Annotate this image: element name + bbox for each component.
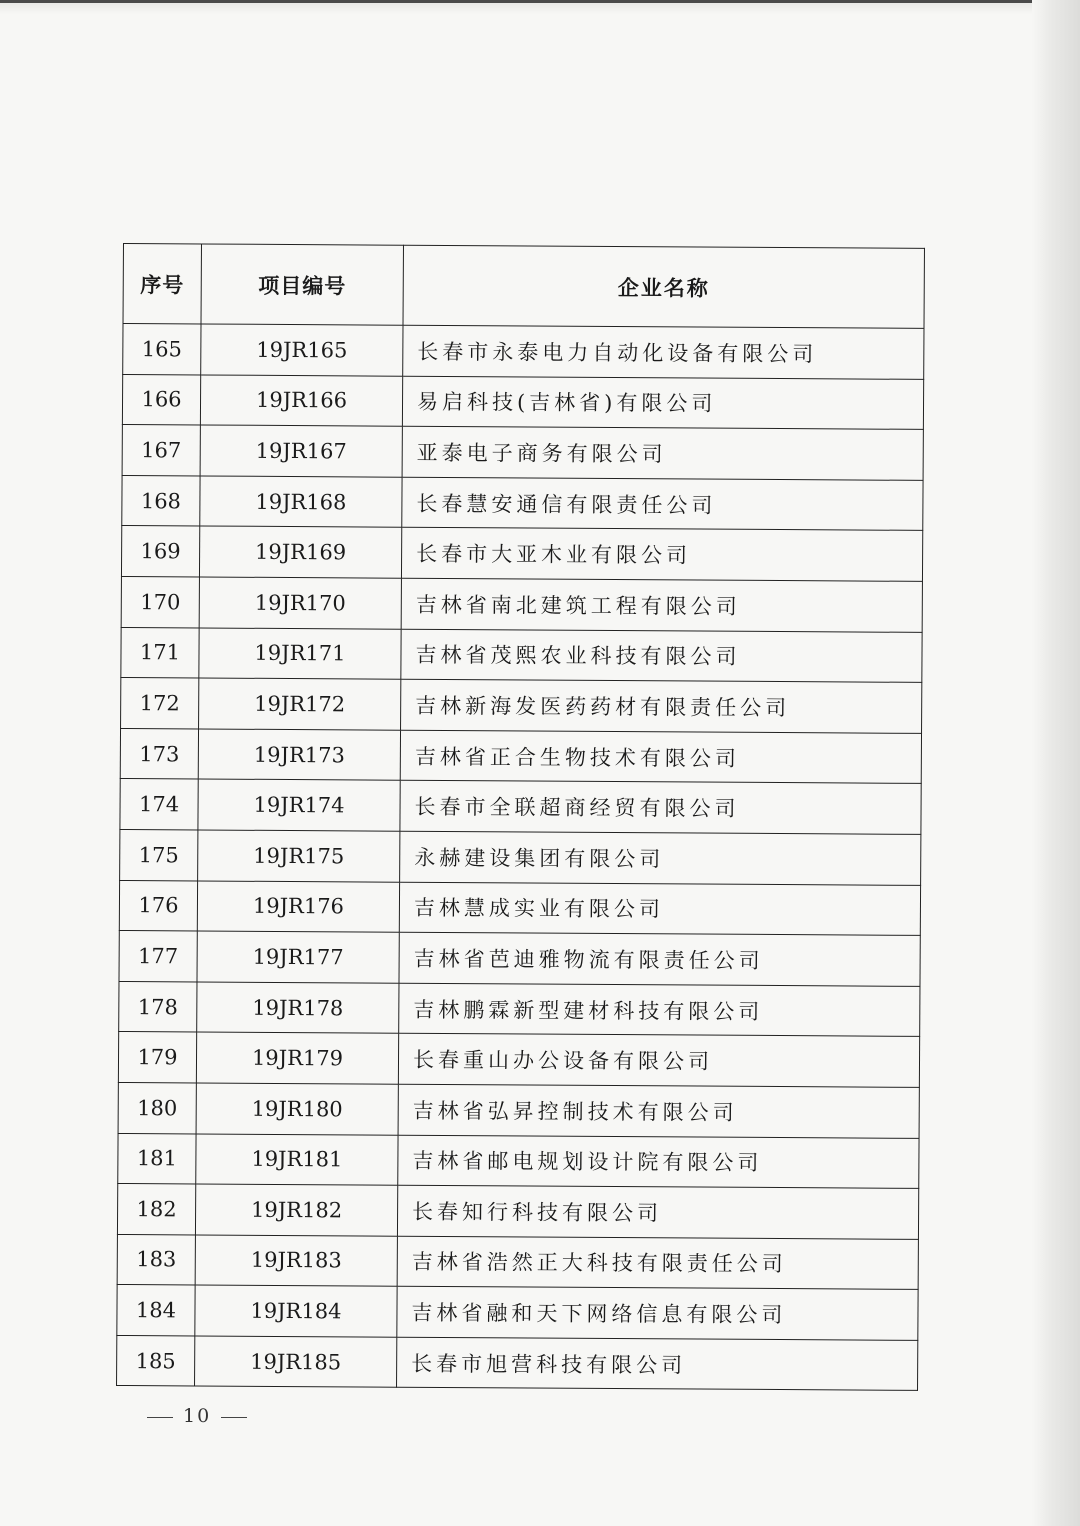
cell-company-name: 永赫建设集团有限公司 bbox=[400, 831, 921, 885]
table-row bbox=[118, 1032, 919, 1087]
table-row bbox=[122, 425, 923, 480]
cell-project-code: 19JR172 bbox=[199, 678, 401, 730]
cell-seq: 175 bbox=[120, 829, 198, 880]
cell-project-code: 19JR180 bbox=[196, 1083, 398, 1135]
cell-seq: 167 bbox=[122, 425, 200, 476]
cell-company-name: 吉林省邮电规划设计院有限公司 bbox=[398, 1135, 919, 1189]
table-row bbox=[118, 1133, 919, 1188]
table-row bbox=[121, 576, 922, 631]
cell-project-code: 19JR170 bbox=[199, 577, 401, 629]
header-company-name: 企业名称 bbox=[403, 245, 924, 328]
cell-project-code: 19JR177 bbox=[197, 931, 399, 983]
cell-company-name: 吉林省正合生物技术有限公司 bbox=[400, 730, 921, 784]
cell-project-code: 19JR174 bbox=[198, 779, 400, 831]
cell-project-code: 19JR185 bbox=[195, 1336, 397, 1388]
cell-project-code: 19JR166 bbox=[200, 375, 402, 427]
table-row bbox=[120, 728, 921, 783]
table-row bbox=[122, 374, 923, 429]
cell-project-code: 19JR179 bbox=[196, 1032, 398, 1084]
cell-company-name: 长春知行科技有限公司 bbox=[397, 1185, 918, 1239]
cell-seq: 180 bbox=[118, 1082, 196, 1133]
cell-company-name: 长春市全联超商经贸有限公司 bbox=[400, 781, 921, 835]
table-row bbox=[123, 324, 924, 379]
cell-seq: 178 bbox=[119, 981, 197, 1032]
cell-company-name: 吉林新海发医药药材有限责任公司 bbox=[401, 679, 922, 733]
cell-project-code: 19JR168 bbox=[200, 476, 402, 528]
table-row bbox=[119, 880, 920, 935]
cell-company-name: 亚泰电子商务有限公司 bbox=[402, 426, 923, 480]
cell-seq: 166 bbox=[122, 374, 200, 425]
cell-seq: 165 bbox=[123, 324, 201, 375]
table-header-row bbox=[123, 244, 924, 329]
cell-project-code: 19JR165 bbox=[201, 324, 403, 376]
cell-seq: 179 bbox=[118, 1032, 196, 1083]
cell-company-name: 吉林省茂熙农业科技有限公司 bbox=[401, 629, 922, 683]
cell-seq: 182 bbox=[117, 1184, 195, 1235]
cell-company-name: 长春市永泰电力自动化设备有限公司 bbox=[403, 325, 924, 379]
header-project-code: 项目编号 bbox=[201, 244, 403, 325]
cell-seq: 176 bbox=[119, 880, 197, 931]
table-row bbox=[117, 1234, 918, 1289]
cell-project-code: 19JR176 bbox=[197, 880, 399, 932]
cell-company-name: 吉林省芭迪雅物流有限责任公司 bbox=[399, 932, 920, 986]
table-row bbox=[118, 1082, 919, 1137]
cell-seq: 169 bbox=[121, 526, 199, 577]
cell-company-name: 长春慧安通信有限责任公司 bbox=[402, 477, 923, 531]
table-row bbox=[119, 931, 920, 986]
cell-company-name: 长春市大亚木业有限公司 bbox=[401, 528, 922, 582]
table-row bbox=[121, 627, 922, 682]
table-row bbox=[120, 829, 921, 884]
cell-project-code: 19JR173 bbox=[198, 729, 400, 781]
table-row bbox=[120, 779, 921, 834]
cell-project-code: 19JR171 bbox=[199, 628, 401, 680]
cell-seq: 168 bbox=[122, 475, 200, 526]
cell-company-name: 长春市旭营科技有限公司 bbox=[397, 1337, 918, 1391]
cell-project-code: 19JR183 bbox=[195, 1235, 397, 1287]
cell-seq: 177 bbox=[119, 931, 197, 982]
cell-seq: 172 bbox=[121, 678, 199, 729]
cell-project-code: 19JR184 bbox=[195, 1285, 397, 1337]
table-row bbox=[117, 1184, 918, 1239]
cell-company-name: 吉林省南北建筑工程有限公司 bbox=[401, 578, 922, 632]
page-number: 10 bbox=[183, 1405, 212, 1427]
cell-project-code: 19JR178 bbox=[197, 982, 399, 1034]
cell-seq: 170 bbox=[121, 576, 199, 627]
table-row bbox=[121, 678, 922, 733]
cell-project-code: 19JR182 bbox=[195, 1184, 397, 1236]
cell-company-name: 吉林鹏霖新型建材科技有限公司 bbox=[399, 983, 920, 1037]
cell-company-name: 吉林慧成实业有限公司 bbox=[399, 882, 920, 936]
cell-company-name: 吉林省浩然正大科技有限责任公司 bbox=[397, 1236, 918, 1290]
table-row bbox=[122, 475, 923, 530]
cell-seq: 185 bbox=[117, 1335, 195, 1386]
cell-seq: 181 bbox=[118, 1133, 196, 1184]
header-seq: 序号 bbox=[123, 244, 201, 324]
cell-project-code: 19JR175 bbox=[198, 830, 400, 882]
cell-project-code: 19JR169 bbox=[199, 526, 401, 578]
cell-company-name: 易启科技(吉林省)有限公司 bbox=[402, 376, 923, 430]
enterprise-table bbox=[116, 243, 925, 1391]
table-row bbox=[119, 981, 920, 1036]
cell-seq: 171 bbox=[121, 627, 199, 678]
footer-dash-left bbox=[147, 1417, 173, 1418]
cell-seq: 173 bbox=[120, 728, 198, 779]
table-row bbox=[117, 1285, 918, 1340]
footer-dash-right bbox=[221, 1417, 247, 1418]
cell-seq: 184 bbox=[117, 1285, 195, 1336]
cell-project-code: 19JR167 bbox=[200, 425, 402, 477]
scan-top-edge bbox=[0, 0, 1080, 14]
cell-seq: 174 bbox=[120, 779, 198, 830]
cell-project-code: 19JR181 bbox=[196, 1133, 398, 1185]
table-row bbox=[117, 1335, 918, 1390]
cell-company-name: 长春重山办公设备有限公司 bbox=[398, 1034, 919, 1088]
cell-company-name: 吉林省融和天下网络信息有限公司 bbox=[397, 1286, 918, 1340]
cell-company-name: 吉林省弘昇控制技术有限公司 bbox=[398, 1084, 919, 1138]
table-row bbox=[121, 526, 922, 581]
scan-right-edge bbox=[1032, 0, 1080, 1526]
page-footer bbox=[137, 1405, 257, 1427]
cell-seq: 183 bbox=[117, 1234, 195, 1285]
